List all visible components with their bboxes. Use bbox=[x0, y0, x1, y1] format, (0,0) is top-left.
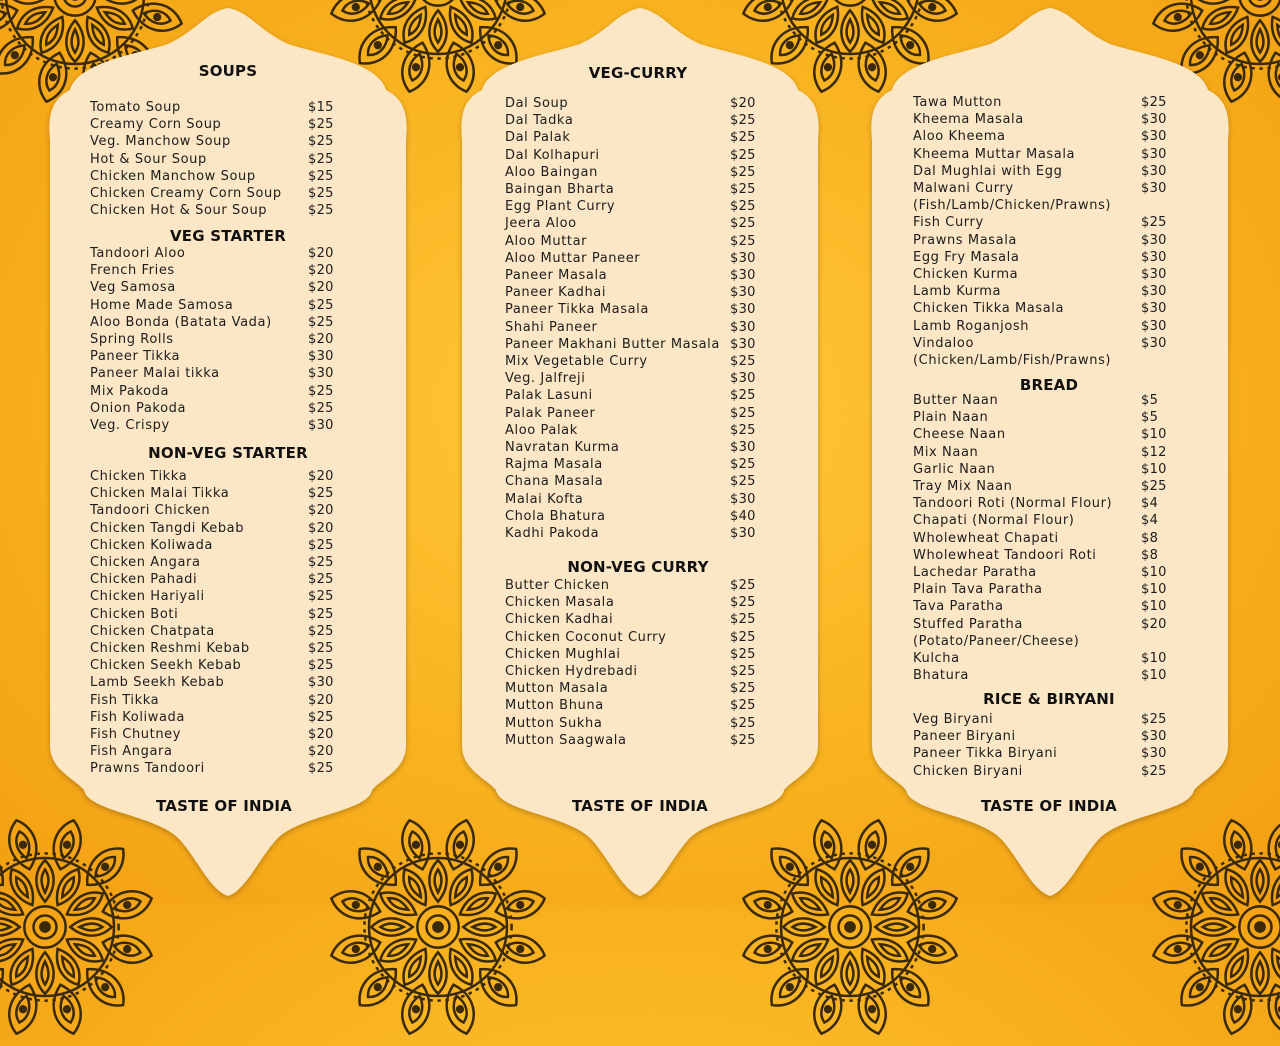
menu-item-price: $30 bbox=[308, 366, 334, 382]
menu-item-name: Chicken Coconut Curry bbox=[505, 629, 667, 645]
section-heading: VEG-CURRY bbox=[588, 64, 688, 82]
menu-item-price: $25 bbox=[308, 606, 334, 622]
menu-item-name: Paneer Malai tikka bbox=[90, 366, 220, 382]
menu-item-price: $25 bbox=[730, 422, 756, 438]
menu-item-price: $25 bbox=[730, 681, 756, 697]
menu-item-name: Mutton Sukha bbox=[505, 715, 603, 731]
menu-item-name: Paneer Tikka bbox=[90, 349, 181, 365]
menu-item-name: Stuffed Paratha bbox=[913, 616, 1023, 632]
menu-item-price: $30 bbox=[730, 268, 756, 283]
menu-item-name: Paneer Tikka Masala bbox=[505, 302, 649, 318]
menu-item-price: $30 bbox=[1141, 181, 1167, 196]
menu-item-name: Veg Biryani bbox=[913, 712, 994, 727]
menu-item-name: Mutton Masala bbox=[505, 681, 609, 697]
menu-item-name: Chapati (Normal Flour) bbox=[913, 513, 1075, 529]
menu-item-name: Home Made Samosa bbox=[90, 297, 234, 313]
menu-item-price: $25 bbox=[308, 383, 334, 399]
menu-item-price: $20 bbox=[308, 246, 334, 261]
menu-item-price: $25 bbox=[730, 698, 756, 714]
menu-item-name: Tray Mix Naan bbox=[913, 479, 1013, 494]
menu-item-name: Chicken Kurma bbox=[913, 267, 1019, 282]
menu-item-name: Palak Lasuni bbox=[505, 388, 593, 404]
menu-item-name: Tandoori Chicken bbox=[90, 503, 211, 519]
menu-item-price: $25 bbox=[730, 147, 756, 163]
menu-item-name: Chicken Kadhai bbox=[505, 612, 614, 628]
menu-item-price: $25 bbox=[730, 354, 756, 369]
menu-item-price: $30 bbox=[308, 675, 334, 691]
menu-item-price: $10 bbox=[1141, 651, 1167, 666]
menu-item-name: Chicken Angara bbox=[90, 555, 201, 570]
menu-item-name: Chicken Tikka Masala bbox=[913, 301, 1065, 317]
menu-item-price: $30 bbox=[1141, 335, 1167, 351]
menu-item-name: Chicken Masala bbox=[505, 595, 615, 611]
menu-item-name: Chola Bhatura bbox=[505, 508, 606, 524]
menu-item-name: Chicken Biryani bbox=[913, 763, 1023, 779]
menu-item-name: Navratan Kurma bbox=[505, 440, 620, 455]
menu-item-name: Rajma Masala bbox=[505, 457, 603, 473]
menu-item-price: $25 bbox=[730, 629, 756, 645]
menu-item-price: $25 bbox=[308, 297, 334, 313]
menu-item-price: $30 bbox=[730, 371, 756, 387]
menu-item-name: Chicken Pahadi bbox=[90, 572, 198, 588]
menu-item-price: $30 bbox=[730, 302, 756, 318]
menu-item-name: Mix Vegetable Curry bbox=[505, 354, 648, 369]
menu-item-name: Paneer Makhani Butter Masala bbox=[505, 336, 720, 352]
section-heading: NON-VEG CURRY bbox=[567, 558, 709, 576]
menu-item-name: Dal Tadka bbox=[505, 113, 574, 129]
menu-item-name: Malwani Curry bbox=[913, 181, 1014, 196]
menu-item-price: $30 bbox=[730, 250, 756, 266]
menu-item-name: Paneer Kadhai bbox=[505, 285, 607, 301]
menu-item-name: French Fries bbox=[90, 263, 175, 279]
menu-item-name: Dal Kolhapuri bbox=[505, 147, 600, 163]
menu-item-name: Mutton Saagwala bbox=[505, 732, 627, 748]
menu-item-price: $25 bbox=[730, 595, 756, 611]
menu-item-name: Spring Rolls bbox=[90, 332, 174, 347]
menu-item-price: $30 bbox=[730, 336, 756, 352]
menu-item-price: $25 bbox=[308, 134, 334, 150]
menu-item-name: Prawns Masala bbox=[913, 232, 1017, 248]
menu-item-price: $25 bbox=[1141, 763, 1167, 779]
menu-item-name: Chana Masala bbox=[505, 474, 604, 490]
menu-item-name: Lamb Seekh Kebab bbox=[90, 675, 225, 691]
menu-item-name: (Potato/Paneer/Cheese) bbox=[913, 633, 1080, 649]
menu-item-name: Chicken Seekh Kebab bbox=[90, 658, 242, 674]
menu-item-price: $25 bbox=[730, 612, 756, 628]
menu-item-price: $4 bbox=[1141, 496, 1159, 512]
menu-item-name: Cheese Naan bbox=[913, 427, 1006, 443]
footer-brand-left: TASTE OF INDIA bbox=[156, 797, 292, 815]
menu-item-name: Kulcha bbox=[913, 651, 960, 666]
menu-item-price: $4 bbox=[1141, 513, 1159, 529]
menu-item-name: Mix Naan bbox=[913, 444, 979, 460]
menu-item-name: Dal Palak bbox=[505, 130, 571, 146]
menu-item-price: $25 bbox=[730, 182, 756, 197]
menu-item-price: $20 bbox=[308, 692, 334, 708]
menu-item-price: $30 bbox=[1141, 729, 1167, 745]
menu-item-name: Butter Chicken bbox=[505, 578, 610, 593]
menu-item-name: Chicken Manchow Soup bbox=[90, 168, 256, 184]
menu-item-price: $30 bbox=[1141, 163, 1167, 179]
menu-item-price: $25 bbox=[308, 400, 334, 416]
footer-brand-right: TASTE OF INDIA bbox=[981, 797, 1117, 815]
menu-item-price: $15 bbox=[308, 100, 334, 115]
menu-item-name: Plain Naan bbox=[913, 410, 989, 426]
menu-item-price: $30 bbox=[1141, 746, 1167, 762]
menu-item-name: Jeera Aloo bbox=[505, 216, 577, 232]
menu-item-price: $25 bbox=[730, 216, 756, 232]
menu-item-name: Aloo Kheema bbox=[913, 129, 1006, 145]
menu-item-price: $25 bbox=[1141, 712, 1167, 727]
menu-item-name: Kadhi Pakoda bbox=[505, 526, 600, 541]
menu-item-name: Dal Mughlai with Egg bbox=[913, 163, 1063, 179]
menu-item-price: $20 bbox=[1141, 616, 1167, 632]
menu-item-price: $30 bbox=[1141, 112, 1167, 128]
menu-item-price: $30 bbox=[1141, 267, 1167, 282]
menu-item-name: Veg. Manchow Soup bbox=[90, 134, 231, 150]
menu-item-name: Chicken Hot & Sour Soup bbox=[90, 203, 268, 219]
menu-item-price: $25 bbox=[308, 151, 334, 167]
menu-item-name: Lamb Kurma bbox=[913, 284, 1002, 300]
menu-item-price: $20 bbox=[308, 280, 334, 296]
menu-item-price: $25 bbox=[308, 641, 334, 656]
menu-item-price: $10 bbox=[1141, 427, 1167, 443]
menu-item-price: $20 bbox=[308, 727, 334, 742]
menu-item-price: $30 bbox=[1141, 249, 1167, 265]
menu-item-price: $25 bbox=[1141, 215, 1167, 231]
menu-item-price: $30 bbox=[730, 440, 756, 455]
menu-item-price: $25 bbox=[730, 405, 756, 421]
menu-item-price: $25 bbox=[308, 658, 334, 674]
menu-item-name: Kheema Masala bbox=[913, 112, 1024, 128]
menu-item-name: Veg. Jalfreji bbox=[505, 371, 586, 387]
menu-item-name: Creamy Corn Soup bbox=[90, 117, 222, 133]
menu-item-price: $25 bbox=[730, 664, 756, 679]
footer-brand-middle: TASTE OF INDIA bbox=[572, 797, 708, 815]
menu-item-name: Tava Paratha bbox=[913, 599, 1004, 615]
menu-item-name: Tawa Mutton bbox=[913, 95, 1002, 110]
menu-item-price: $20 bbox=[308, 744, 334, 760]
menu-item-price: $30 bbox=[730, 526, 756, 541]
menu-item-price: $25 bbox=[308, 623, 334, 639]
section-heading: BREAD bbox=[1019, 376, 1079, 394]
menu-item-price: $25 bbox=[730, 715, 756, 731]
menu-item-price: $25 bbox=[730, 199, 756, 215]
menu-item-name: Aloo Muttar bbox=[505, 233, 588, 249]
menu-item-price: $25 bbox=[308, 589, 334, 605]
menu-item-name: Lachedar Paratha bbox=[913, 565, 1037, 580]
menu-item-price: $25 bbox=[308, 314, 334, 330]
section-heading: SOUPS bbox=[198, 62, 258, 80]
menu-item-price: $25 bbox=[730, 646, 756, 662]
menu-item-name: Fish Chutney bbox=[90, 727, 182, 742]
menu-item-name: Chicken Hariyali bbox=[90, 589, 205, 605]
menu-item-name: Aloo Baingan bbox=[505, 164, 598, 180]
menu-item-price: $25 bbox=[308, 555, 334, 570]
menu-item-name: Vindaloo bbox=[913, 335, 974, 351]
menu-item-name: Chicken Reshmi Kebab bbox=[90, 641, 250, 656]
menu-item-price: $25 bbox=[308, 203, 334, 219]
menu-item-name: Hot & Sour Soup bbox=[90, 151, 207, 167]
menu-item-name: Prawns Tandoori bbox=[90, 761, 205, 777]
menu-item-price: $25 bbox=[730, 457, 756, 473]
menu-item-price: $20 bbox=[308, 520, 334, 536]
section-heading: VEG STARTER bbox=[170, 227, 286, 245]
menu-item-name: Lamb Roganjosh bbox=[913, 318, 1030, 334]
menu-item-name: Aloo Bonda (Batata Vada) bbox=[90, 314, 272, 330]
menu-item-name: Palak Paneer bbox=[505, 405, 596, 421]
menu-item-price: $8 bbox=[1141, 530, 1159, 546]
menu-item-name: Mix Pakoda bbox=[90, 383, 170, 399]
menu-item-price: $10 bbox=[1141, 461, 1167, 477]
menu-item-name: Chicken Mughlai bbox=[505, 646, 621, 662]
menu-item-name: Fish Curry bbox=[913, 215, 984, 231]
menu-item-name: (Fish/Lamb/Chicken/Prawns) bbox=[913, 198, 1112, 214]
menu-item-name: Aloo Muttar Paneer bbox=[505, 250, 641, 266]
menu-item-price: $25 bbox=[730, 233, 756, 249]
menu-item-name: Chicken Creamy Corn Soup bbox=[90, 186, 282, 201]
menu-item-price: $30 bbox=[1141, 301, 1167, 317]
menu-item-price: $25 bbox=[730, 388, 756, 404]
menu-item-price: $25 bbox=[730, 113, 756, 129]
menu-item-price: $10 bbox=[1141, 565, 1167, 580]
menu-item-price: $30 bbox=[1141, 232, 1167, 248]
menu-item-name: Wholewheat Tandoori Roti bbox=[913, 547, 1097, 563]
menu-item-price: $20 bbox=[308, 503, 334, 519]
menu-item-name: Malai Kofta bbox=[505, 491, 584, 507]
menu-item-price: $25 bbox=[308, 572, 334, 588]
section-heading: NON-VEG STARTER bbox=[148, 444, 308, 462]
menu-item-price: $25 bbox=[308, 761, 334, 777]
menu-item-name: Onion Pakoda bbox=[90, 400, 187, 416]
menu-item-name: Mutton Bhuna bbox=[505, 698, 604, 714]
menu-item-price: $40 bbox=[730, 508, 756, 524]
menu-item-price: $25 bbox=[308, 186, 334, 201]
menu-item-price: $20 bbox=[308, 263, 334, 279]
menu-item-price: $20 bbox=[308, 332, 334, 347]
menu-item-price: $25 bbox=[730, 732, 756, 748]
menu-item-name: Paneer Masala bbox=[505, 268, 608, 283]
menu-item-price: $30 bbox=[1141, 284, 1167, 300]
menu-item-name: (Chicken/Lamb/Fish/Prawns) bbox=[913, 353, 1112, 368]
menu-item-name: Egg Plant Curry bbox=[505, 199, 616, 215]
menu-item-name: Dal Soup bbox=[505, 96, 569, 111]
menu-item-price: $10 bbox=[1141, 582, 1167, 598]
menu-item-name: Chicken Boti bbox=[90, 606, 179, 622]
menu-item-price: $30 bbox=[308, 418, 334, 433]
menu-item-name: Chicken Malai Tikka bbox=[90, 486, 230, 502]
menu-item-name: Paneer Biryani bbox=[913, 729, 1016, 745]
menu-item-price: $20 bbox=[308, 469, 334, 484]
menu-item-name: Tandoori Roti (Normal Flour) bbox=[913, 496, 1113, 512]
menu-item-price: $30 bbox=[1141, 318, 1167, 334]
menu-item-price: $8 bbox=[1141, 547, 1159, 563]
menu-item-price: $25 bbox=[308, 117, 334, 133]
menu-item-name: Egg Fry Masala bbox=[913, 249, 1020, 265]
menu-item-name: Tandoori Aloo bbox=[90, 246, 186, 261]
menu-item-price: $30 bbox=[308, 349, 334, 365]
menu-item-name: Fish Angara bbox=[90, 744, 173, 760]
menu-item-price: $25 bbox=[730, 474, 756, 490]
menu-item-price: $30 bbox=[730, 491, 756, 507]
menu-item-price: $10 bbox=[1141, 668, 1167, 684]
menu-item-name: Chicken Tikka bbox=[90, 469, 188, 484]
menu-item-name: Chicken Tangdi Kebab bbox=[90, 520, 245, 536]
menu-item-name: Garlic Naan bbox=[913, 461, 996, 477]
menu-item-name: Shahi Paneer bbox=[505, 319, 598, 335]
menu-item-name: Wholewheat Chapati bbox=[913, 530, 1059, 546]
menu-item-name: Bhatura bbox=[913, 668, 969, 684]
menu-item-name: Fish Tikka bbox=[90, 692, 160, 708]
section-heading: RICE & BIRYANI bbox=[983, 690, 1115, 708]
menu-item-price: $25 bbox=[1141, 479, 1167, 494]
menu-item-name: Chicken Koliwada bbox=[90, 537, 213, 553]
menu-item-price: $25 bbox=[308, 537, 334, 553]
menu-item-price: $5 bbox=[1141, 410, 1159, 426]
menu-item-name: Butter Naan bbox=[913, 393, 999, 408]
menu-item-name: Chicken Hydrebadi bbox=[505, 664, 638, 679]
menu-item-name: Paneer Tikka Biryani bbox=[913, 746, 1058, 762]
menu-item-price: $25 bbox=[730, 164, 756, 180]
menu-item-price: $30 bbox=[730, 319, 756, 335]
menu-item-price: $30 bbox=[1141, 146, 1167, 162]
menu-item-name: Chicken Chatpata bbox=[90, 623, 215, 639]
menu-item-price: $12 bbox=[1141, 444, 1167, 460]
menu-item-price: $25 bbox=[308, 709, 334, 725]
menu-item-name: Aloo Palak bbox=[505, 422, 578, 438]
menu-item-name: Veg Samosa bbox=[90, 280, 176, 296]
menu-item-name: Tomato Soup bbox=[90, 100, 181, 115]
menu-item-price: $25 bbox=[308, 486, 334, 502]
menu-item-price: $25 bbox=[1141, 95, 1167, 110]
menu-item-name: Plain Tava Paratha bbox=[913, 582, 1043, 598]
menu-item-name: Fish Koliwada bbox=[90, 709, 185, 725]
menu-item-price: $5 bbox=[1141, 393, 1159, 408]
menu-item-price: $25 bbox=[308, 168, 334, 184]
menu-item-name: Kheema Muttar Masala bbox=[913, 146, 1076, 162]
menu-item-price: $30 bbox=[1141, 129, 1167, 145]
menu-item-price: $20 bbox=[730, 96, 756, 111]
menu-item-price: $10 bbox=[1141, 599, 1167, 615]
menu-item-price: $25 bbox=[730, 578, 756, 593]
menu-item-name: Baingan Bharta bbox=[505, 182, 615, 197]
menu-item-price: $30 bbox=[730, 285, 756, 301]
menu-item-price: $25 bbox=[730, 130, 756, 146]
menu-item-name: Veg. Crispy bbox=[90, 418, 170, 433]
